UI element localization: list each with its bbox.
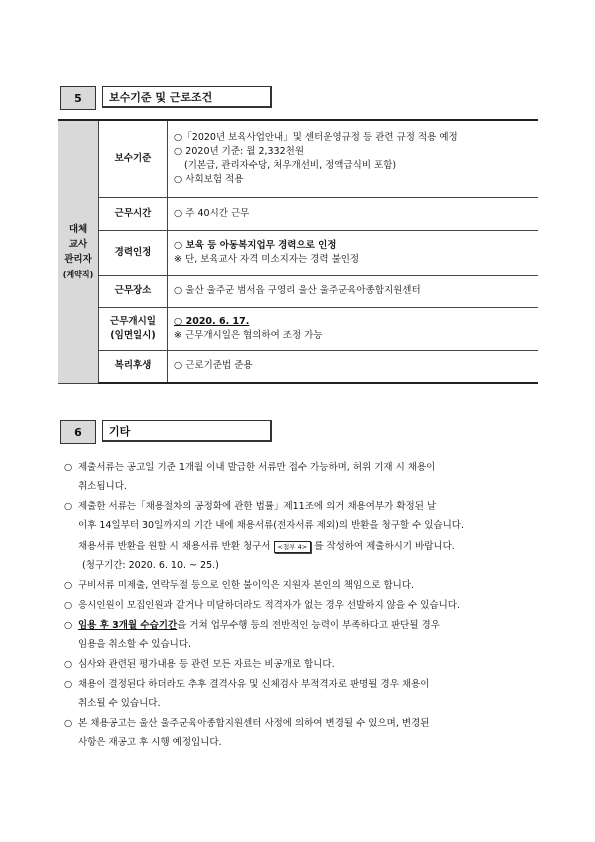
value-line: (기본급, 관리자수당, 처우개선비, 정액급식비 포함) (184, 159, 397, 171)
value-line: ○ 주 40시간 근무 (174, 207, 250, 219)
bullet-mark: ○ (64, 600, 73, 611)
note-item (62, 537, 542, 575)
note-line: 임용을 취소할 수 있습니다. (78, 639, 192, 650)
note-item (62, 576, 542, 595)
note-item (62, 714, 542, 752)
position-label-cell (58, 120, 99, 383)
working-conditions-table (58, 119, 538, 384)
row-value-hours (168, 197, 539, 230)
section-title: 보수기준 및 근로조건 (102, 86, 272, 108)
label-line: (임면일시) (110, 329, 156, 341)
note-line (78, 537, 542, 556)
note-item (62, 458, 542, 496)
row-value-location (168, 275, 539, 307)
bullet-mark: ○ (64, 580, 73, 591)
row-value-career (168, 230, 539, 275)
note-line: 취소됩니다. (78, 481, 127, 492)
section-number: 6 (60, 420, 96, 444)
note-line: 제출서류는 공고일 기준 1개월 이내 발급한 서류만 접수 가능하며, 허위 기재 시 채용이 (78, 462, 436, 473)
note-line: (청구기간: 2020. 6. 10. ~ 25.) (82, 560, 219, 571)
value-line: ○ 울산 울주군 범서읍 구영리 울산 울주군육아종합지원센터 (174, 285, 421, 296)
value-line: ○ 근로기준법 준용 (174, 360, 253, 372)
note-item (62, 675, 542, 713)
bullet-mark: ○ (64, 462, 73, 473)
note-line: 채용이 결정된다 하더라도 추후 결격사유 및 신체검사 부적격자로 판명될 경우 채용이 (78, 679, 430, 690)
row-value-start-date (168, 307, 539, 350)
position-label-line: 관리자 (64, 253, 92, 265)
note-item (62, 616, 542, 654)
note-text: 을 거쳐 업무수행 등의 전반적인 능력이 부족하다고 판단될 경우 (177, 620, 440, 631)
note-text: 를 작성하여 제출하시기 바랍니다. (314, 541, 455, 552)
value-line: ※ 근무개시일은 협의하여 조정 가능 (174, 329, 323, 341)
row-label-salary: 보수기준 (99, 120, 168, 197)
row-label-hours: 근무시간 (99, 197, 168, 230)
row-label-career: 경력인정 (99, 230, 168, 275)
note-text-emphasis: 임용 후 3개월 수습기간 (78, 620, 178, 631)
value-line: ※ 단, 보육교사 자격 미소지자는 경력 불인정 (174, 253, 360, 265)
row-label-start-date (99, 307, 168, 350)
row-label-welfare: 복리후생 (99, 350, 168, 383)
note-line: 제출한 서류는「채용절차의 공정화에 관한 법률」제11조에 의거 채용여부가 확정된 날 (78, 501, 437, 512)
bullet-mark: ○ (64, 501, 73, 512)
section-6-header (60, 420, 272, 444)
value-line: ○ 2020년 기준: 월 2,332천원 (174, 145, 305, 157)
value-line: ○ 보육 등 아동복지업무 경력으로 인정 (174, 239, 337, 251)
label-line: 근무개시일 (110, 315, 156, 327)
notes-list (62, 458, 542, 753)
section-number: 5 (60, 86, 96, 110)
note-item (62, 655, 542, 674)
row-label-location: 근무장소 (99, 275, 168, 307)
section-5-header (60, 86, 272, 110)
row-value-salary (168, 120, 539, 197)
bullet-mark: ○ (64, 718, 73, 729)
position-label-line: 대체 (68, 223, 88, 235)
row-value-welfare (168, 350, 539, 383)
note-line: 심사와 관련된 평가내용 등 관련 모든 자료는 비공개로 합니다. (78, 659, 335, 670)
section-title: 기타 (102, 420, 272, 442)
note-line: 이후 14일부터 30일까지의 기간 내에 채용서류(전자서류 제외)의 반환을 청구할 수 있습니다. (78, 520, 465, 531)
value-line: ○ 2020. 6. 17. (174, 315, 250, 327)
position-label-line: 교사 (68, 238, 88, 250)
value-line: ○ 사회보험 적용 (174, 173, 244, 185)
note-line: 사항은 재공고 후 시행 예정입니다. (78, 737, 222, 748)
bullet-mark: ○ (64, 679, 73, 690)
bullet-mark: ○ (64, 659, 73, 670)
note-line: 구비서류 미제출, 연락두절 등으로 인한 불이익은 지원자 본인의 책임으로 합니다. (78, 580, 415, 591)
note-line (78, 616, 542, 635)
note-item (62, 596, 542, 615)
bullet-mark: ○ (64, 620, 73, 631)
note-item (62, 497, 542, 535)
note-line: 본 채용공고는 울산 울주군육아종합지원센터 사정에 의하여 변경될 수 있으며, 변경된 (78, 718, 430, 729)
attachment-badge: <첨부 4> (274, 541, 312, 553)
position-label-line: (계약직) (62, 269, 94, 279)
note-text: 채용서류 반환을 원할 시 채용서류 반환 청구서 (78, 541, 271, 552)
note-line: 취소될 수 있습니다. (78, 698, 161, 709)
value-line: ○「2020년 보육사업안내」및 센터운영규정 등 관련 규정 적용 예정 (174, 131, 458, 143)
note-line: 응시인원이 모집인원과 같거나 미달하더라도 적격자가 없는 경우 선발하지 않을 수 있습니다. (78, 600, 460, 611)
